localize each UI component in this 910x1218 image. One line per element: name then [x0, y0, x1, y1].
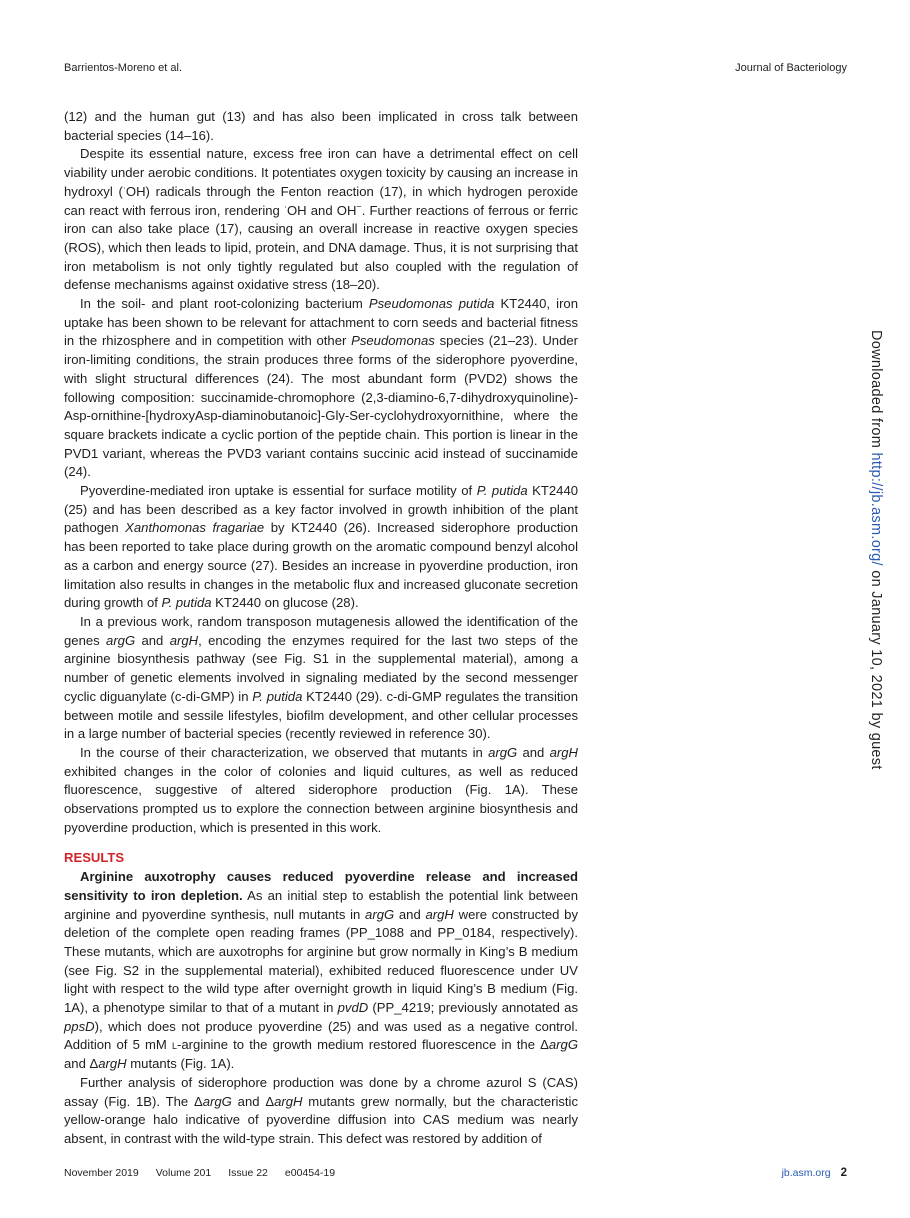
running-head-author: Barrientos-Moreno et al.	[64, 62, 182, 74]
download-notice-prefix: Downloaded from	[868, 330, 884, 453]
body-paragraph: Further analysis of siderophore production was done by a chrome azurol S (CAS) assay (Fig. 1B). The ΔargG and ΔargH mutants grew normally, but the characteristic yellow-orange halo indicative of pyoverdine diffusion into CAS medium was nearly absent, in contrast with the wild-type strain. This defect was restored by addition of	[64, 1074, 579, 1146]
results-heading: RESULTS	[64, 850, 125, 866]
footer-volume: Volume 201	[155, 1167, 212, 1179]
footer-date: November 2019	[64, 1167, 139, 1179]
page-footer	[64, 1167, 847, 1179]
download-notice	[868, 330, 884, 770]
download-url-link[interactable]: http://jb.asm.org/	[868, 452, 884, 566]
footer-right	[782, 1167, 847, 1179]
footer-issue: Issue 22	[228, 1167, 268, 1179]
running-head	[64, 62, 847, 74]
article-body	[64, 108, 578, 1149]
body-paragraph: In a previous work, random transposon mutagenesis allowed the identification of the genes argG and argH, encoding the enzymes required for the last two steps of the arginine biosynthesis pathway (see Fig. S1 in the supplemental material), among a number of genetic elements involved in signaling mediated by the second messenger cyclic diguanylate (c-di-GMP) in P. putida KT2440 (29). c-di-GMP regulates the transition between motile and sessile lifestyles, biofilm development, and other cellular processes in a large number of bacterial species (recently reviewed in reference 30).	[64, 613, 578, 742]
page-number: 2	[840, 1167, 847, 1179]
running-head-journal: Journal of Bacteriology	[735, 62, 847, 74]
footer-article-id: e00454-19	[284, 1167, 336, 1179]
body-paragraph: In the soil- and plant root-colonizing bacterium Pseudomonas putida KT2440, iron uptake has been shown to be relevant for attachment to corn seeds and bacterial fitness in the rhizosphere and in competition with other Pseudomonas species (21–23). Under iron-limiting conditions, the strain produces three forms of the siderophore pyoverdine, with slight structural differences (24). The most abundant form (PVD2) shows the following composition: succinamide-chromophore (2,3-diamino-6,7-dihydroxyquinoline)-Asp-ornithine-[hydroxyAsp-diaminobutanoic]-Gly-Ser-cyclohydroxyornithine, where the square brackets indicate a cyclic portion of the peptide chain. This portion is linear in the PVD1 variant, whereas the PVD3 variant contains succinic acid instead of succinamide (24).	[64, 296, 578, 480]
body-paragraph: Arginine auxotrophy causes reduced pyoverdine release and increased sensitivity to iron depletion. As an initial step to establish the potential link between arginine and pyoverdine synthesis, null mutants in argG and argH were constructed by deletion of the complete open reading frames (PP_1088 and PP_0184, respectively). These mutants, which are auxotrophs for arginine but grow normally in King’s B medium (see Fig. S2 in the supplemental material), exhibited reduced fluorescence under UV light with respect to the wild type after overnight growth in liquid King’s B medium (Fig. 1A), a phenotype similar to that of a mutant in pvdD (PP_4219; previously annotated as ppsD), which does not produce pyoverdine (25) and was used as a negative control. Addition of 5 mM l-arginine to the growth medium restored fluorescence in the ΔargG and ΔargH mutants (Fig. 1A).	[64, 869, 578, 1072]
footer-issue-info	[64, 1167, 335, 1179]
body-paragraph: (12) and the human gut (13) and has also been implicated in cross talk between bacterial species (14–16).	[64, 109, 578, 143]
body-paragraph: In the course of their characterization, we observed that mutants in argG and argH exhibited changes in the color of colonies and liquid cultures, as well as reduced fluorescence, suggestive of altered siderophore production (Fig. 1A). These observations prompted us to explore the connection between arginine biosynthesis and pyoverdine production, which is presented in this work.	[64, 744, 579, 835]
download-notice-suffix: on January 10, 2021 by guest	[868, 565, 884, 770]
body-paragraph: Despite its essential nature, excess free iron can have a detrimental effect on cell viability under aerobic conditions. It potentiates oxygen toxicity by causing an increase in hydroxyl (·OH) radicals through the Fenton reaction (17), in which hydrogen peroxide can react with ferrous iron, rendering ·OH and OH−. Further reactions of ferrous or ferric iron can also take place (17), causing an overall increase in reactive oxygen species (ROS), which then leads to lipid, protein, and DNA damage. Thus, it is not surprising that iron metabolism is not only tightly regulated but also coupled with the regulation of defense mechanisms against oxidative stress (18–20).	[64, 146, 578, 293]
body-paragraph: Pyoverdine-mediated iron uptake is essential for surface motility of P. putida KT2440 (25) and has been described as a key factor involved in growth inhibition of the plant pathogen Xanthomonas fragariae by KT2440 (26). Increased siderophore production has been reported to take place during growth on the aromatic compound benzyl alcohol as a carbon and energy source (27). Besides an increase in pyoverdine production, iron limitation also results in changes in the metabolic flux and increased gluconate secretion during growth of P. putida KT2440 on glucose (28).	[64, 483, 579, 611]
jb-asm-org-link[interactable]: jb.asm.org	[781, 1167, 831, 1179]
